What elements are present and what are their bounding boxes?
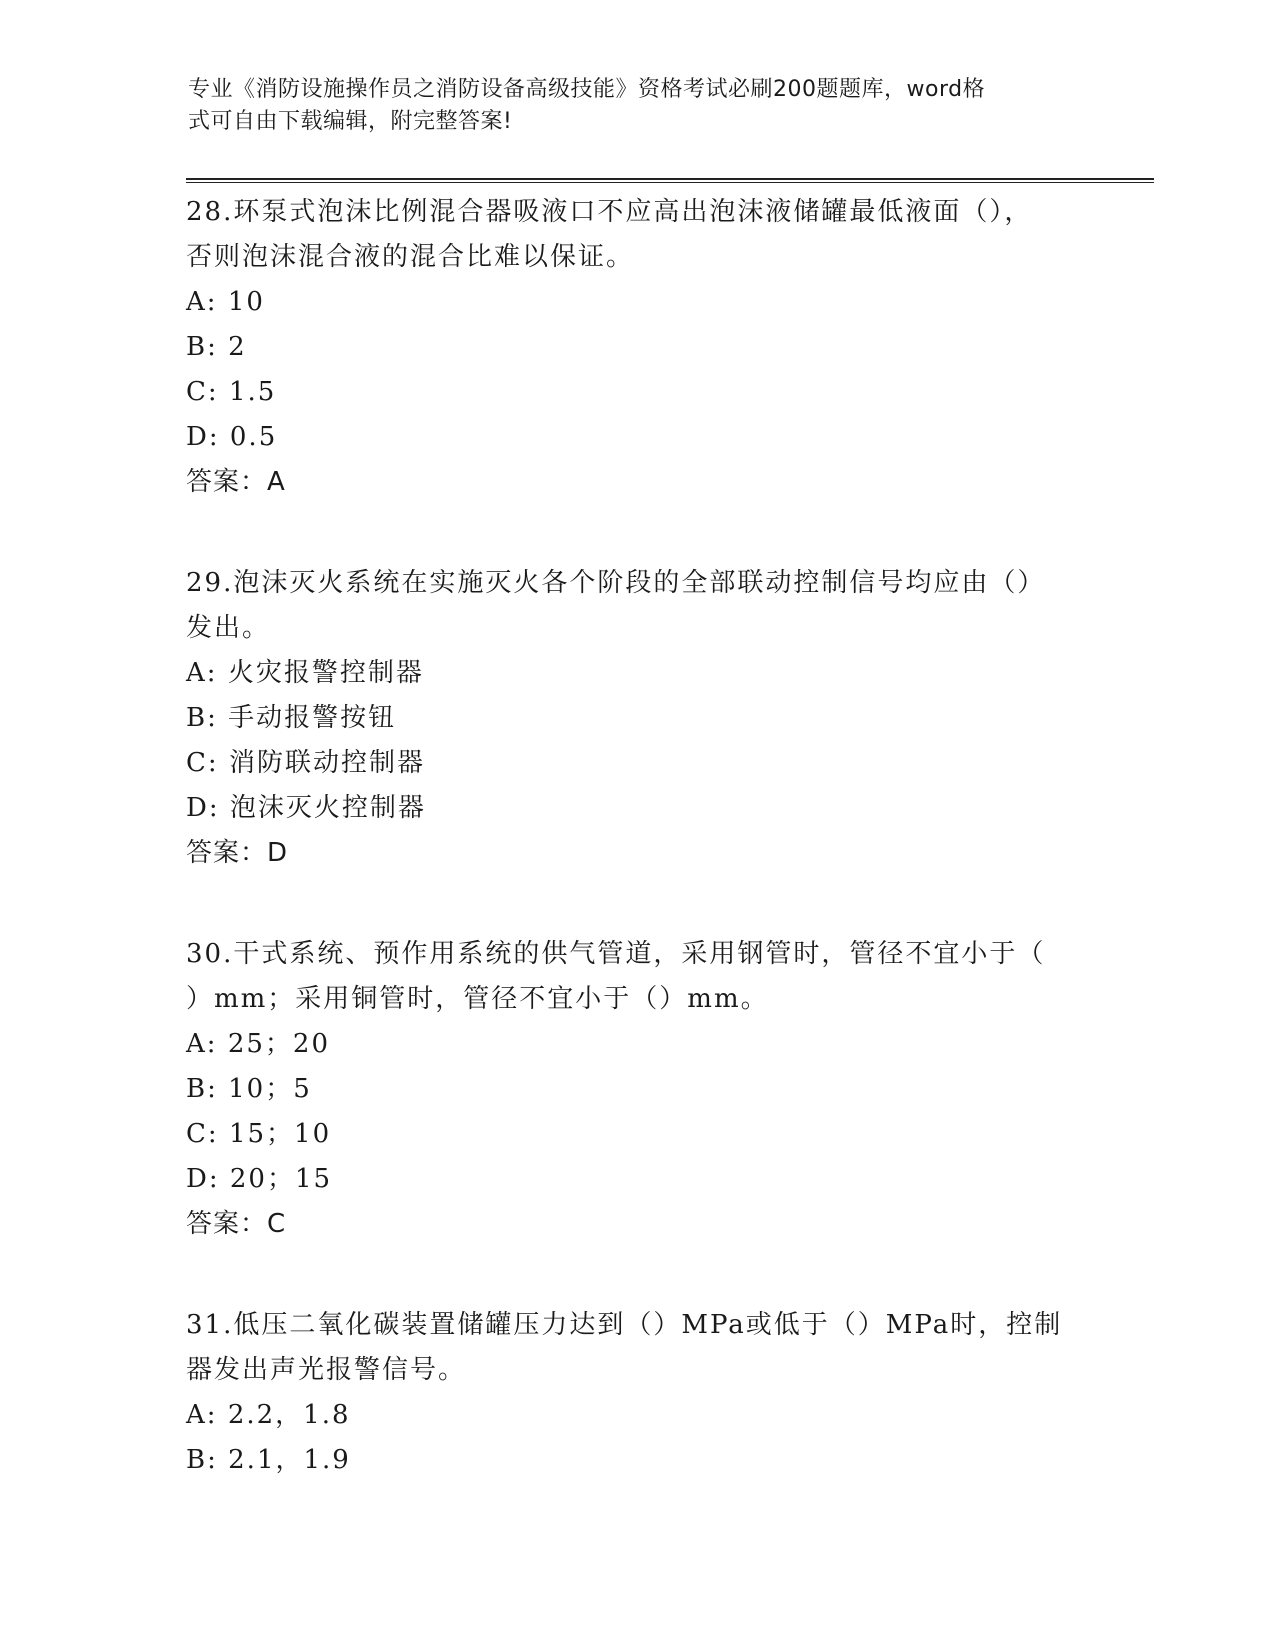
option-letter: B : [186,703,228,733]
option-text: 2 [228,332,247,362]
question-stem-line: 发出。 [186,613,271,643]
option-letter: C : [186,748,229,778]
option-letter: B : [186,1074,228,1104]
option-letter: B : [186,1445,228,1475]
option-text: 泡沫灭火控制器 [229,793,426,823]
answer-option [186,1067,1086,1112]
option-text: 10；5 [228,1074,312,1104]
option-letter: C : [186,377,229,407]
answer-option [186,1157,1086,1202]
header-line-2: 式可自由下载编辑，附完整答案! [188,109,513,134]
option-text: 火灾报警控制器 [227,658,424,688]
option-letter: A : [186,1029,228,1059]
option-text: 25；20 [227,1029,330,1059]
answer-option [186,696,1086,741]
option-letter: A : [186,1400,228,1430]
question-item [186,1303,1086,1483]
answer-option [186,1393,1086,1438]
option-text: 15；10 [228,1119,332,1149]
option-letter: C : [186,1119,229,1149]
question-item [186,190,1086,505]
header-divider [186,178,1154,183]
option-text: 20；15 [229,1164,333,1194]
option-text: 10 [227,287,265,317]
answer-key: 答案：C [186,1209,287,1239]
answer-option [186,415,1086,460]
answer-key: 答案：A [186,467,286,497]
answer-option [186,280,1086,325]
question-stem-line: 器发出声光报警信号。 [186,1355,467,1385]
header-line-1: 专业《消防设施操作员之消防设备高级技能》资格考试必刷200题题库，word格 [188,77,986,102]
question-stem-line: ）mm；采用铜管时，管径不宜小于（）mm。 [186,984,769,1014]
question-item [186,932,1086,1247]
option-letter: A : [186,287,228,317]
answer-option [186,325,1086,370]
question-stem-line: 28.环泵式泡沫比例混合器吸液口不应高出泡沫液储罐最低液面（）， [186,197,1033,227]
question-stem-line: 29.泡沫灭火系统在实施灭火各个阶段的全部联动控制信号均应由（） [186,568,1046,598]
option-letter: B : [186,332,228,362]
answer-option [186,1438,1086,1483]
question-stem-line: 否则泡沫混合液的混合比难以保证。 [186,242,635,272]
question-stem-line: 31.低压二氧化碳装置储罐压力达到（）MPa或低于（）MPa时，控制 [186,1310,1063,1340]
answer-option [186,786,1086,831]
answer-option [186,651,1086,696]
document-header [188,74,1068,138]
answer-key: 答案：D [186,838,289,868]
answer-option [186,1112,1086,1157]
option-letter: D : [186,793,230,823]
answer-option [186,1022,1086,1067]
option-text: 2.2，1.8 [227,1400,351,1430]
option-text: 1.5 [228,377,277,407]
option-letter: D : [186,1164,230,1194]
option-text: 消防联动控制器 [228,748,425,778]
question-item [186,561,1086,876]
question-list [186,190,1086,1539]
question-stem-line: 30.干式系统、预作用系统的供气管道，采用钢管时，管径不宜小于（ [186,939,1046,969]
answer-option [186,370,1086,415]
option-letter: A : [186,658,228,688]
option-text: 2.1，1.9 [228,1445,351,1475]
answer-option [186,741,1086,786]
option-letter: D : [186,422,230,452]
option-text: 手动报警按钮 [228,703,397,733]
option-text: 0.5 [229,422,278,452]
